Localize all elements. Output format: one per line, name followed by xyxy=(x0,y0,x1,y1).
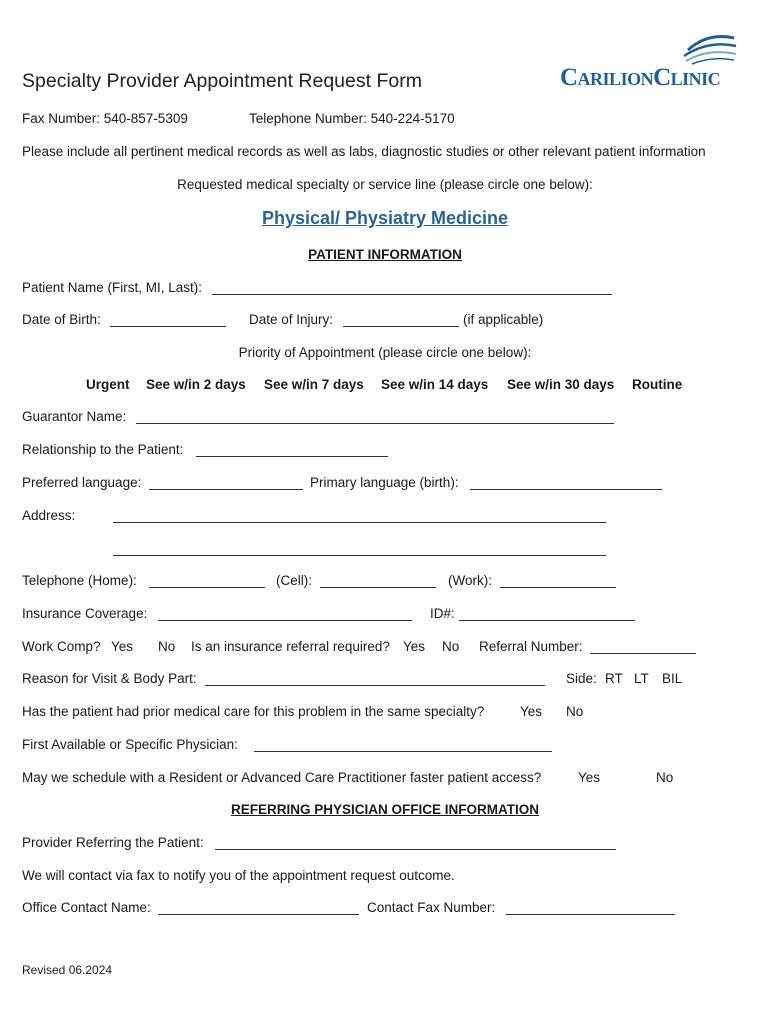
address-line-1-field[interactable] xyxy=(113,522,606,523)
priority-urgent[interactable]: Urgent xyxy=(86,377,130,392)
specialty-name: Physical/ Physiatry Medicine xyxy=(261,208,509,228)
priority-14-days[interactable]: See w/in 14 days xyxy=(381,377,489,392)
instructions: Please include all pertinent medical records as well as labs, diagnostic studies or other relevant patient information xyxy=(22,144,706,159)
side-lt[interactable]: LT xyxy=(634,671,649,686)
priority-prompt: Priority of Appointment (please circle one below): xyxy=(238,345,532,360)
home-phone-field[interactable] xyxy=(149,587,265,588)
prior-care-no[interactable]: No xyxy=(566,704,584,719)
first-available-label: First Available or Specific Physician: xyxy=(22,737,238,752)
injury-date-label: Date of Injury: xyxy=(249,312,334,327)
work-comp-no[interactable]: No xyxy=(158,639,176,654)
dob-label: Date of Birth: xyxy=(22,312,101,327)
cell-phone-label: (Cell): xyxy=(276,573,312,588)
logo-wordmark: CarilionClinic xyxy=(560,64,721,91)
side-bil[interactable]: BIL xyxy=(662,671,683,686)
home-phone-label: Telephone (Home): xyxy=(22,573,137,588)
contact-fax-label: Contact Fax Number: xyxy=(367,900,496,915)
specialty-prompt: Requested medical specialty or service line (please circle one below): xyxy=(177,177,593,192)
form-title: Specialty Provider Appointment Request Form xyxy=(22,70,422,92)
preferred-language-label: Preferred language: xyxy=(22,475,142,490)
work-phone-label: (Work): xyxy=(448,573,492,588)
referral-number-label: Referral Number: xyxy=(479,639,583,654)
work-phone-field[interactable] xyxy=(500,587,616,588)
guarantor-label: Guarantor Name: xyxy=(22,409,127,424)
patient-name-label: Patient Name (First, MI, Last): xyxy=(22,280,203,295)
patient-info-heading: PATIENT INFORMATION xyxy=(308,247,462,262)
work-comp-yes[interactable]: Yes xyxy=(111,639,134,654)
prior-care-yes[interactable]: Yes xyxy=(520,704,543,719)
logo-swoosh-icon xyxy=(678,28,738,68)
resident-yes[interactable]: Yes xyxy=(578,770,601,785)
preferred-language-field[interactable] xyxy=(149,489,303,490)
address-line-2-field[interactable] xyxy=(113,555,606,556)
referring-provider-field[interactable] xyxy=(215,849,616,850)
resident-label: May we schedule with a Resident or Advanced Care Practitioner faster patient access? xyxy=(22,770,542,785)
side-label: Side: xyxy=(566,671,597,686)
primary-language-label: Primary language (birth): xyxy=(310,475,459,490)
injury-date-field[interactable] xyxy=(343,326,459,327)
prior-care-label: Has the patient had prior medical care for this problem in the same specialty? xyxy=(22,704,485,719)
priority-30-days[interactable]: See w/in 30 days xyxy=(507,377,615,392)
resident-no[interactable]: No xyxy=(656,770,674,785)
patient-name-field[interactable] xyxy=(212,294,612,295)
injury-suffix: (if applicable) xyxy=(463,312,544,327)
priority-7-days[interactable]: See w/in 7 days xyxy=(264,377,364,392)
priority-routine[interactable]: Routine xyxy=(632,377,683,392)
contact-note: We will contact via fax to notify you of the appointment request outcome. xyxy=(22,868,455,883)
insurance-id-field[interactable] xyxy=(459,620,635,621)
primary-language-field[interactable] xyxy=(470,489,662,490)
insurance-field[interactable] xyxy=(158,620,412,621)
cell-phone-field[interactable] xyxy=(320,587,436,588)
office-contact-label: Office Contact Name: xyxy=(22,900,151,915)
first-available-field[interactable] xyxy=(254,751,552,752)
priority-2-days[interactable]: See w/in 2 days xyxy=(146,377,246,392)
relationship-field[interactable] xyxy=(196,456,388,457)
insurance-label: Insurance Coverage: xyxy=(22,606,148,621)
referral-required-label: Is an insurance referral required? xyxy=(191,639,390,654)
insurance-id-label: ID#: xyxy=(430,606,455,621)
contact-fax-field[interactable] xyxy=(506,914,675,915)
carilion-clinic-logo xyxy=(558,28,742,94)
referring-provider-label: Provider Referring the Patient: xyxy=(22,835,204,850)
relationship-label: Relationship to the Patient: xyxy=(22,442,184,457)
referral-required-yes[interactable]: Yes xyxy=(403,639,426,654)
work-comp-label: Work Comp? xyxy=(22,639,101,654)
dob-field[interactable] xyxy=(110,326,226,327)
referring-heading: REFERRING PHYSICIAN OFFICE INFORMATION xyxy=(230,802,539,817)
guarantor-field[interactable] xyxy=(136,423,614,424)
reason-label: Reason for Visit & Body Part: xyxy=(22,671,197,686)
address-label: Address: xyxy=(22,508,76,523)
fax-number: Fax Number: 540-857-5309 xyxy=(22,111,188,126)
revision-date: Revised 06.2024 xyxy=(22,963,113,977)
reason-field[interactable] xyxy=(205,685,545,686)
telephone-number: Telephone Number: 540-224-5170 xyxy=(249,111,455,126)
side-rt[interactable]: RT xyxy=(605,671,623,686)
referral-required-no[interactable]: No xyxy=(442,639,460,654)
office-contact-field[interactable] xyxy=(158,914,359,915)
referral-number-field[interactable] xyxy=(590,653,696,654)
